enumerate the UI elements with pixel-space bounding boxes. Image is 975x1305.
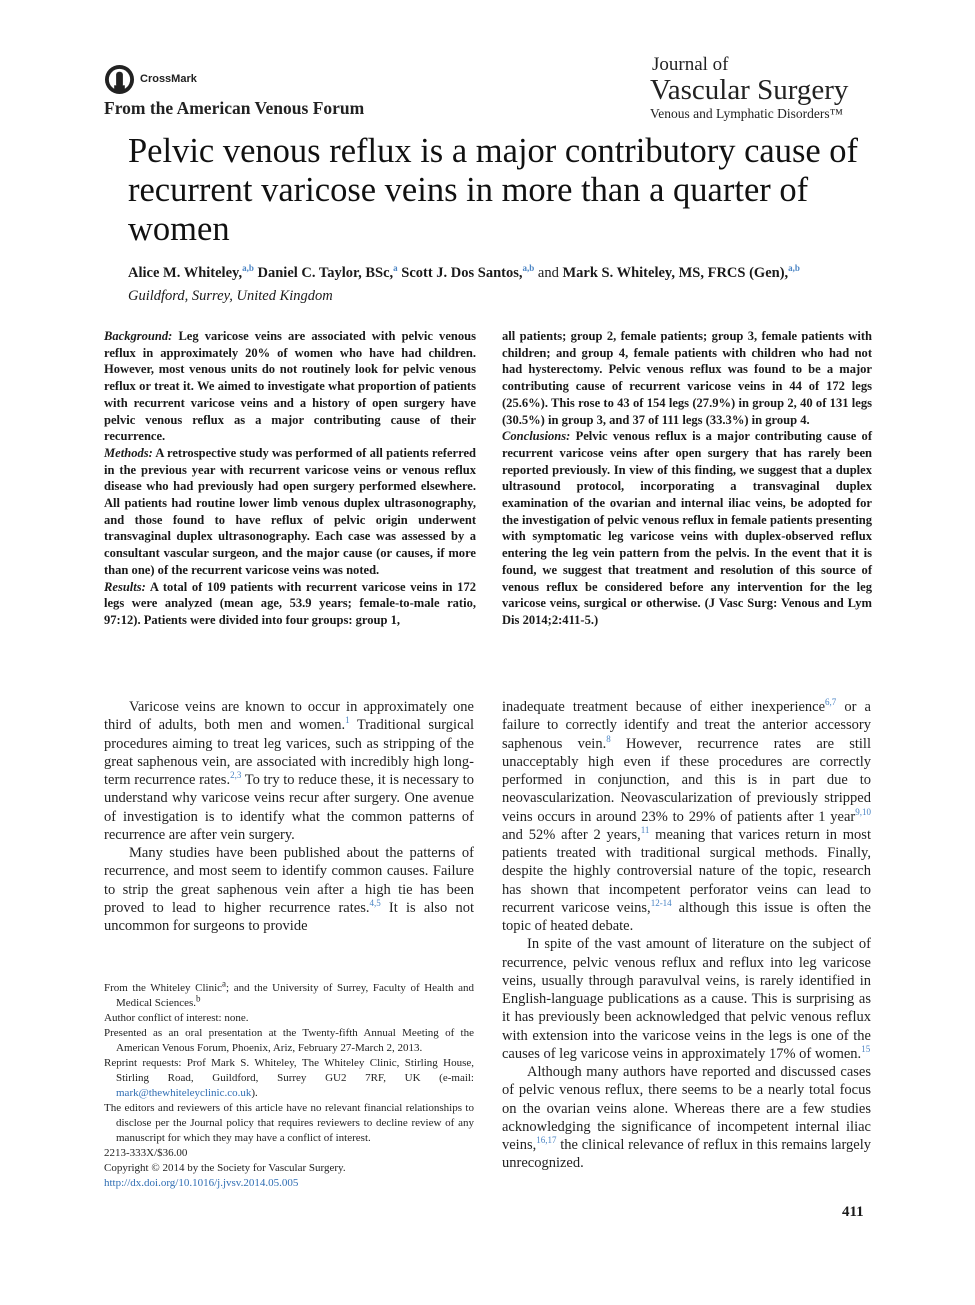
paragraph <box>104 698 474 844</box>
text: Varicose veins are known to occur in approximately one third of adults, both men and women. <box>104 699 474 734</box>
crossmark-label: CrossMark <box>140 73 197 85</box>
text: although this issue is often the topic of heated debate. <box>502 899 871 934</box>
journal-subtitle: Venous and Lymphatic Disorders™ <box>650 106 843 121</box>
citation-ref[interactable]: 6,7 <box>825 697 837 708</box>
abstract-results-text: A total of 109 patients with recurrent varicose veins in 172 legs were analyzed (mean age, 53.9 years; female-to-male ratio, 97:12). Patients were divided into four groups: group 1, <box>104 579 476 627</box>
copyright: Copyright © 2014 by the Society for Vascular Surgery. <box>104 1162 346 1174</box>
citation-ref[interactable]: 2,3 <box>230 770 242 781</box>
author-conjunction: and <box>537 265 559 281</box>
abstract-background-label: Background: <box>104 329 173 343</box>
author-affiliation-marker[interactable]: a,b <box>788 263 800 274</box>
email-link[interactable]: mark@thewhiteleyclinic.co.uk <box>116 1087 252 1099</box>
paragraph <box>502 1063 871 1173</box>
abstract-results-continued: all patients; group 2, female patients; group 3, female patients with children; and group 4, female patients with children who had not had hysterectomy. Pelvic venous reflux was found to be a major contributing cause of recurrent varicose veins in 44 of 172 legs (25.6%). This rose to 43 of 154 legs (27.9%) in group 2, 40 of 131 legs (30.5%) in group 3, and 37 of 111 legs (33.3%) in group 4. <box>502 329 872 427</box>
citation-ref[interactable]: 16,17 <box>536 1135 557 1146</box>
crossmark-icon <box>104 64 135 95</box>
text: In spite of the vast amount of literature on the subject of recurrence, pelvic venous reflux and reflux into leg varicose veins, usually through paravulval veins, is rarely identified in English-language publications as a cause. This is surprising as it has previously been acknowledged that pelvic venous reflux with extension into the varicose veins in the legs is one of the causes of leg varicose veins in approximately 17% of women. <box>502 936 871 1062</box>
citation-ref[interactable]: 9,10 <box>855 806 871 817</box>
abstract-methods-text: A retrospective study was performed of all patients referred in the previous year with recurrent varicose veins or venous reflux disease who had previously had open surgery performed elsewhere. All patients had routine lower limb venous duplex ultrasonography, and those found to have reflux of pelvic origin underwent transvaginal duplex ultrasonography. Each case was assessed by a consultant vascular surgeon, and the major cause (or causes, if more than one) of the recurrent varicose veins was noted. <box>104 445 476 577</box>
text: or a failure to correctly identify and treat the anterior accessory saphenous vein. <box>502 699 871 752</box>
body-right-column <box>502 698 871 1173</box>
text: From the Whiteley Clinic <box>104 982 223 994</box>
footnote <box>104 978 475 1011</box>
author-affiliation-marker[interactable]: a <box>393 263 398 274</box>
footnote: Author conflict of interest: none. <box>104 1012 249 1024</box>
author-list <box>128 265 888 282</box>
citation-ref[interactable]: 12-14 <box>650 897 672 908</box>
affiliation-marker: a <box>222 978 227 989</box>
author-affiliation-marker[interactable]: a,b <box>242 263 254 274</box>
footnote: The editors and reviewers of this article have no relevant financial relationships to disclose per the Journal policy that requires reviewers to decline review of any manuscript for which they may have a conflict of interest. <box>104 1102 474 1144</box>
abstract-conclusions-text: Pelvic venous reflux is a major contributing cause of recurrent varicose veins after open surgery that has rarely been reported previously. In view of this finding, we suggest that a duplex ultrasound protocol, incorporating a transvaginal duplex examination of the ovarian and internal iliac veins, be adopted for the investigation of pelvic venous reflux in female patients presenting with symptomatic leg varicose veins with duplex-observed reflux entering the leg vein pattern from the pelvis. In the event that it is found, we suggest that treatment and resolution of this source of venous reflux be considered before any intervention for the leg varicose veins, surgical or otherwise. (J Vasc Surg: Venous and Lym Dis 2014;2:411-5.) <box>502 429 873 627</box>
footnotes <box>104 978 475 1191</box>
journal-name: Vascular Surgery <box>650 74 849 106</box>
author-name: Scott J. Dos Santos, <box>401 265 523 281</box>
citation-ref[interactable]: 4,5 <box>369 897 381 908</box>
text: ; and the University of Surrey, Faculty of Health and Medical Sciences. <box>116 982 475 1009</box>
article-title: Pelvic venous reflux is a major contributory cause of recurrent varicose veins in more than a quarter of women <box>128 132 859 248</box>
footnote <box>104 1056 474 1101</box>
page-number: 411 <box>842 1204 864 1220</box>
paragraph <box>502 698 871 935</box>
footnote: Presented as an oral presentation at the Twenty-fifth Annual Meeting of the American Venous Forum, Phoenix, Ariz, February 27-March 2, 2013. <box>104 1027 474 1054</box>
abstract-left-column <box>104 328 476 629</box>
author-name: Daniel C. Taylor, BSc, <box>257 265 394 281</box>
text: Although many authors have reported and discussed cases of pelvic venous reflux, there seems to be a nearly total focus on the ovarian veins alone. Whereas there are a few studies acknowledging the significance of incompetent internal iliac veins, <box>502 1064 871 1153</box>
author-name: Mark S. Whiteley, MS, FRCS (Gen), <box>562 265 789 281</box>
journal-masthead <box>650 54 875 124</box>
abstract-conclusions-label: Conclusions: <box>502 429 571 444</box>
abstract-methods-label: Methods: <box>104 445 153 460</box>
doi-link[interactable]: http://dx.doi.org/10.1016/j.jvsv.2014.05.005 <box>104 1177 299 1189</box>
text: and 52% after 2 years, <box>502 826 641 843</box>
issn: 2213-333X/$36.00 <box>104 1147 188 1159</box>
text: It is also not uncommon for surgeons to provide <box>104 899 474 934</box>
text: Traditional surgical procedures aiming to treat leg varices, such as stripping of the great saphenous vein, are associated with incredibly high long-term recurrence rates. <box>104 717 474 788</box>
text: the clinical relevance of reflux in this remains largely unrecognized. <box>502 1137 871 1172</box>
paragraph <box>104 844 474 935</box>
abstract-results-label: Results: <box>104 579 146 594</box>
text: Many studies have been published about the patterns of recurrence, and most seem to identify common causes. Failure to strip the great saphenous vein after a high tie has been proved to lead to higher recurrence rates. <box>104 845 474 916</box>
crossmark-badge[interactable] <box>104 62 244 96</box>
citation-ref[interactable]: 11 <box>640 824 650 835</box>
text: To try to reduce these, it is necessary to understand why varicose veins recur after surgery. One avenue of investigation is to identify what the common patterns of recurrence are after vein surgery. <box>104 772 474 843</box>
citation-ref[interactable]: 1 <box>345 715 350 726</box>
citation-ref[interactable]: 8 <box>606 733 611 744</box>
text: However, recurrence rates are still unacceptably high even if these procedures are correctly performed in conjunction, and this is in part due to neovascularization. Neovascularization of previously stripped veins occurs in around 23% to 29% of patients after 1 year <box>502 735 871 825</box>
paragraph <box>502 935 871 1063</box>
affiliation-marker: b <box>196 993 201 1004</box>
text: ). <box>251 1087 258 1099</box>
text: meaning that varices return in most patients treated with traditional surgical methods. Finally, despite the highly controversial nature of the topic, research has shown that incompetent perforator veins can lead to recurrent varicose veins, <box>502 826 871 916</box>
author-affiliation-marker[interactable]: a,b <box>522 263 535 274</box>
author-name: Alice M. Whiteley, <box>128 265 243 281</box>
abstract-right-column <box>502 328 872 629</box>
body-left-column <box>104 698 474 935</box>
citation-ref[interactable]: 15 <box>861 1043 871 1054</box>
abstract-background-text: Leg varicose veins are associated with pelvic venous reflux in approximately 20% of women who have had children. However, most venous units do not routinely look for pelvic venous reflux or treat it. We aimed to investigate what proportion of patients with recurrent varicose veins and a history of open surgery have pelvic venous reflux as a major contributing cause of their recurrence. <box>104 329 476 444</box>
journal-of: Journal of <box>652 54 729 75</box>
section-label: From the American Venous Forum <box>104 98 365 118</box>
text: Reprint requests: Prof Mark S. Whiteley, The Whiteley Clinic, Stirling House, Stirling Road, Guildford, Surrey GU2 7RF, UK (e-mail: <box>104 1057 474 1084</box>
text: inadequate treatment because of either inexperience <box>502 699 826 715</box>
author-affiliation: Guildford, Surrey, United Kingdom <box>128 288 333 304</box>
